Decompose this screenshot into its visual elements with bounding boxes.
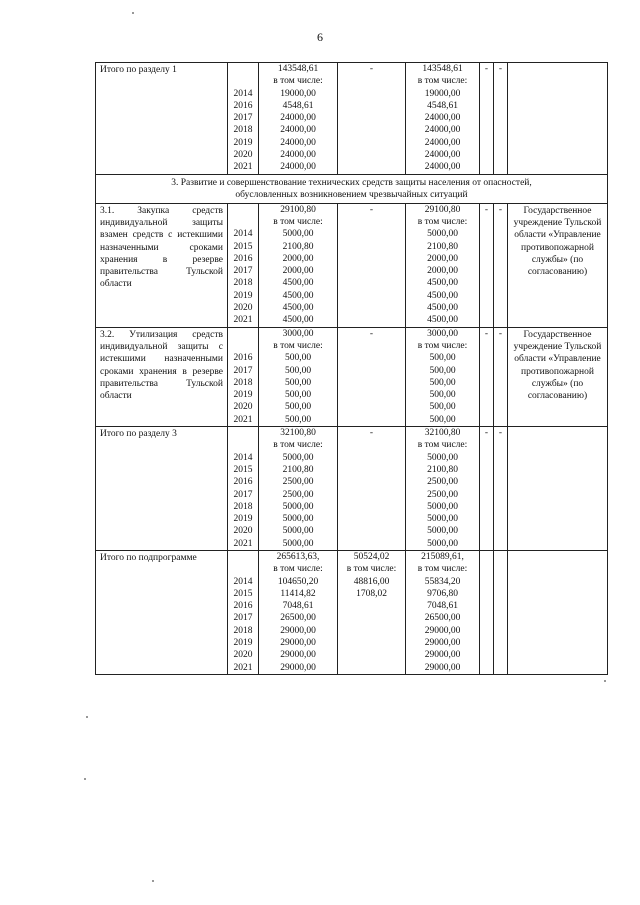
other-cell: - bbox=[494, 327, 508, 426]
scan-speck bbox=[132, 12, 134, 14]
other-cell: - bbox=[494, 63, 508, 175]
other-cell bbox=[494, 550, 508, 674]
year-cell: 2014 2015 2016 2017 2018 2019 2020 2021 bbox=[228, 203, 259, 327]
row-label: 3.2. Утилизация средств индивидуальной защиты с истекшими назначенными сроками хранения в резерве правительства Тульской области bbox=[96, 327, 228, 426]
row-label: Итого по разделу 3 bbox=[96, 427, 228, 551]
responsible-cell bbox=[508, 550, 608, 674]
other-cell: - bbox=[494, 203, 508, 327]
scan-speck bbox=[604, 680, 606, 682]
page-number: 6 bbox=[317, 30, 323, 44]
responsible-cell bbox=[508, 427, 608, 551]
total-cell: 32100,80 в том числе: 5000,00 2100,80 2500,00 2500,00 5000,00 5000,00 5000,00 5000,00 bbox=[259, 427, 338, 551]
scan-speck bbox=[86, 716, 88, 718]
year-cell: 2014 2015 2016 2017 2018 2019 2020 2021 bbox=[228, 550, 259, 674]
local-cell: - bbox=[480, 427, 494, 551]
regional-cell: 143548,61 в том числе: 19000,00 4548,61 24000,00 24000,00 24000,00 24000,00 24000,00 bbox=[406, 63, 480, 175]
responsible-cell: Государственное учреждение Тульской области «Управление противопожарной службы» (по согласованию) bbox=[508, 327, 608, 426]
table-row bbox=[96, 550, 608, 674]
total-cell: 143548,61 в том числе: 19000,00 4548,61 24000,00 24000,00 24000,00 24000,00 24000,00 bbox=[259, 63, 338, 175]
scan-speck bbox=[84, 778, 86, 780]
year-cell: 2016 2017 2018 2019 2020 2021 bbox=[228, 327, 259, 426]
total-cell: 29100,80 в том числе: 5000,00 2100,80 2000,00 2000,00 4500,00 4500,00 4500,00 4500,00 bbox=[259, 203, 338, 327]
table-row bbox=[96, 63, 608, 175]
total-cell: 3000,00 в том числе: 500,00 500,00 500,00 500,00 500,00 500,00 bbox=[259, 327, 338, 426]
section-heading: 3. Развитие и совершенствование технических средств защиты населения от опасностей, обусловленных возникновением чрезвычайных ситуаций bbox=[96, 174, 608, 203]
row-label: 3.1. Закупка средств индивидуальной защиты взамен средств с истекшими назначенными сроками хранения в резерве правительства Тульской области bbox=[96, 203, 228, 327]
section-heading-row bbox=[96, 174, 608, 203]
regional-cell: 215089,61, в том числе: 55834,20 9706,80 7048,61 26500,00 29000,00 29000,00 29000,00 29000,00 bbox=[406, 550, 480, 674]
budget-table bbox=[95, 62, 608, 675]
local-cell: - bbox=[480, 203, 494, 327]
regional-cell: 32100,80 в том числе: 5000,00 2100,80 2500,00 2500,00 5000,00 5000,00 5000,00 5000,00 bbox=[406, 427, 480, 551]
regional-cell: 3000,00 в том числе: 500,00 500,00 500,00 500,00 500,00 500,00 bbox=[406, 327, 480, 426]
local-cell bbox=[480, 550, 494, 674]
federal-cell: 50524,02 в том числе: 48816,00 1708,02 bbox=[338, 550, 406, 674]
table-row bbox=[96, 327, 608, 426]
table-row bbox=[96, 203, 608, 327]
year-cell: 2014 2016 2017 2018 2019 2020 2021 bbox=[228, 63, 259, 175]
federal-cell: - bbox=[338, 203, 406, 327]
table-row bbox=[96, 427, 608, 551]
federal-cell: - bbox=[338, 427, 406, 551]
local-cell: - bbox=[480, 327, 494, 426]
responsible-cell bbox=[508, 63, 608, 175]
federal-cell: - bbox=[338, 63, 406, 175]
regional-cell: 29100,80 в том числе: 5000,00 2100,80 2000,00 2000,00 4500,00 4500,00 4500,00 4500,00 bbox=[406, 203, 480, 327]
row-label: Итого по разделу 1 bbox=[96, 63, 228, 175]
row-label: Итого по подпрограмме bbox=[96, 550, 228, 674]
federal-cell: - bbox=[338, 327, 406, 426]
total-cell: 265613,63, в том числе: 104650,20 11414,82 7048,61 26500,00 29000,00 29000,00 29000,00 29000,00 bbox=[259, 550, 338, 674]
year-cell: 2014 2015 2016 2017 2018 2019 2020 2021 bbox=[228, 427, 259, 551]
responsible-cell: Государственное учреждение Тульской области «Управление противопожарной службы» (по согласованию) bbox=[508, 203, 608, 327]
local-cell: - bbox=[480, 63, 494, 175]
other-cell: - bbox=[494, 427, 508, 551]
scan-speck bbox=[152, 880, 154, 882]
